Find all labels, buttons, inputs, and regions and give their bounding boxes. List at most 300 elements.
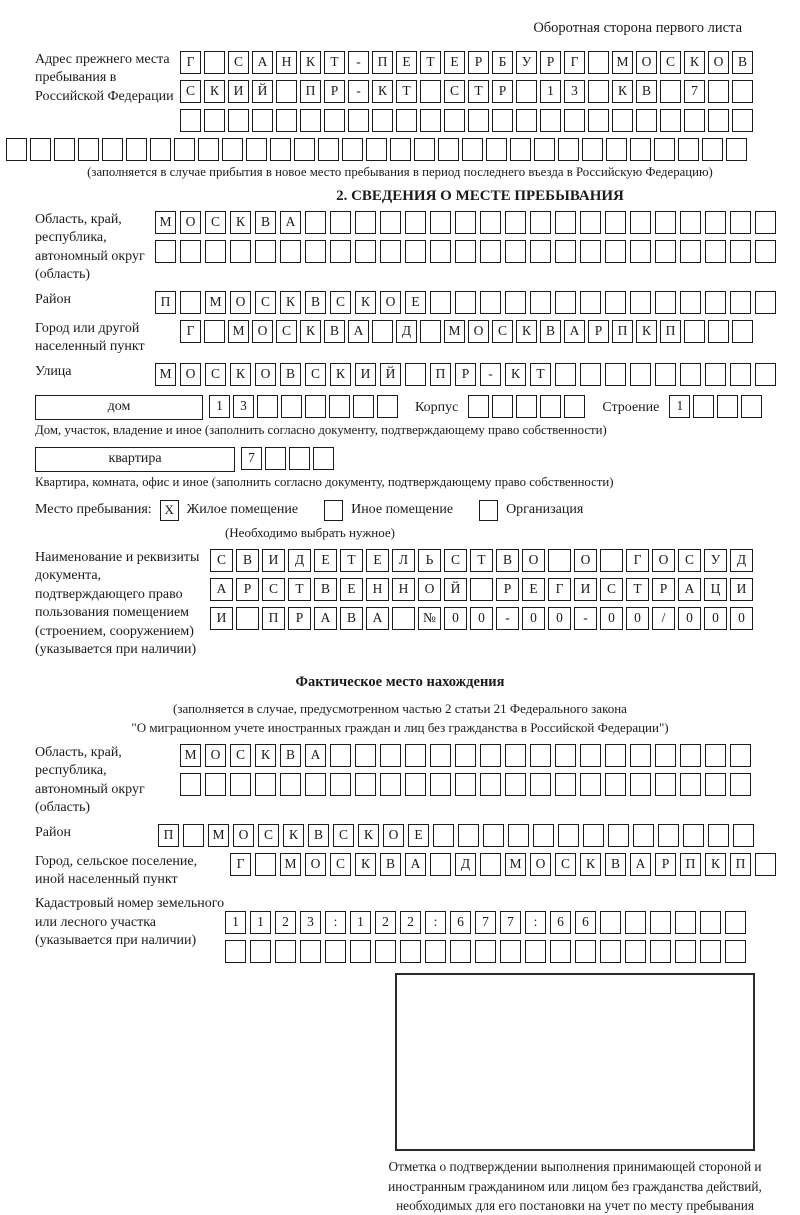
form-cell[interactable]: [355, 211, 376, 234]
form-cell[interactable]: [654, 138, 675, 161]
form-cell[interactable]: [725, 940, 746, 963]
form-cell[interactable]: Е: [522, 578, 545, 601]
form-cell[interactable]: 1: [209, 395, 230, 418]
form-cell[interactable]: А: [210, 578, 233, 601]
form-cell[interactable]: [625, 911, 646, 934]
form-cell[interactable]: О: [255, 363, 276, 386]
form-cell[interactable]: [708, 109, 729, 132]
form-cell[interactable]: [708, 320, 729, 343]
form-cell[interactable]: С: [230, 744, 251, 767]
form-cell[interactable]: [525, 940, 546, 963]
form-cell[interactable]: [564, 109, 585, 132]
form-cell[interactable]: С: [660, 51, 681, 74]
form-cell[interactable]: №: [418, 607, 441, 630]
form-cell[interactable]: [462, 138, 483, 161]
form-cell[interactable]: :: [525, 911, 546, 934]
form-cell[interactable]: [350, 940, 371, 963]
form-cell[interactable]: [530, 744, 551, 767]
form-cell[interactable]: [480, 240, 501, 263]
form-cell[interactable]: А: [280, 211, 301, 234]
form-cell[interactable]: [630, 138, 651, 161]
form-cell[interactable]: [430, 291, 451, 314]
form-cell[interactable]: К: [283, 824, 304, 847]
form-cell[interactable]: [680, 773, 701, 796]
form-cell[interactable]: Р: [652, 578, 675, 601]
form-cell[interactable]: М: [280, 853, 301, 876]
form-cell[interactable]: [505, 744, 526, 767]
form-cell[interactable]: [405, 240, 426, 263]
form-cell[interactable]: [470, 578, 493, 601]
form-cell[interactable]: 1: [225, 911, 246, 934]
form-cell[interactable]: 1: [250, 911, 271, 934]
form-cell[interactable]: С: [258, 824, 279, 847]
form-cell[interactable]: [580, 773, 601, 796]
form-cell[interactable]: О: [230, 291, 251, 314]
form-cell[interactable]: [705, 211, 726, 234]
form-cell[interactable]: Р: [540, 51, 561, 74]
form-cell[interactable]: М: [205, 291, 226, 314]
form-cell[interactable]: [600, 940, 621, 963]
form-cell[interactable]: С: [210, 549, 233, 572]
form-cell[interactable]: [198, 138, 219, 161]
form-cell[interactable]: К: [255, 744, 276, 767]
form-cell[interactable]: [705, 363, 726, 386]
form-cell[interactable]: Т: [626, 578, 649, 601]
form-cell[interactable]: [250, 940, 271, 963]
form-cell[interactable]: [705, 744, 726, 767]
form-cell[interactable]: [655, 240, 676, 263]
form-cell[interactable]: Р: [455, 363, 476, 386]
form-cell[interactable]: [660, 80, 681, 103]
form-cell[interactable]: С: [333, 824, 354, 847]
form-cell[interactable]: /: [652, 607, 675, 630]
form-cell[interactable]: [305, 395, 326, 418]
form-cell[interactable]: [405, 744, 426, 767]
form-cell[interactable]: [6, 138, 27, 161]
form-cell[interactable]: [580, 744, 601, 767]
form-cell[interactable]: [265, 447, 286, 470]
form-cell[interactable]: [548, 549, 571, 572]
form-cell[interactable]: [630, 291, 651, 314]
form-cell[interactable]: У: [516, 51, 537, 74]
form-cell[interactable]: Т: [396, 80, 417, 103]
form-cell[interactable]: [380, 240, 401, 263]
form-cell[interactable]: [276, 80, 297, 103]
form-cell[interactable]: В: [280, 363, 301, 386]
form-cell[interactable]: [725, 911, 746, 934]
form-cell[interactable]: [564, 395, 585, 418]
form-cell[interactable]: [530, 773, 551, 796]
form-cell[interactable]: [505, 211, 526, 234]
form-cell[interactable]: [372, 320, 393, 343]
form-cell[interactable]: [300, 940, 321, 963]
form-cell[interactable]: [204, 51, 225, 74]
form-cell[interactable]: [705, 291, 726, 314]
form-cell[interactable]: [588, 80, 609, 103]
form-cell[interactable]: В: [305, 291, 326, 314]
form-cell[interactable]: В: [732, 51, 753, 74]
form-cell[interactable]: [155, 240, 176, 263]
form-cell[interactable]: [608, 824, 629, 847]
form-cell[interactable]: М: [155, 211, 176, 234]
form-cell[interactable]: М: [505, 853, 526, 876]
form-cell[interactable]: 7: [684, 80, 705, 103]
form-cell[interactable]: М: [155, 363, 176, 386]
form-cell[interactable]: [430, 744, 451, 767]
form-cell[interactable]: О: [233, 824, 254, 847]
form-cell[interactable]: [414, 138, 435, 161]
form-cell[interactable]: [102, 138, 123, 161]
form-cell[interactable]: [380, 744, 401, 767]
form-cell[interactable]: [684, 109, 705, 132]
form-cell[interactable]: Д: [288, 549, 311, 572]
form-cell[interactable]: А: [564, 320, 585, 343]
form-cell[interactable]: К: [612, 80, 633, 103]
form-cell[interactable]: [700, 911, 721, 934]
form-cell[interactable]: [455, 773, 476, 796]
form-cell[interactable]: [236, 607, 259, 630]
form-cell[interactable]: [150, 138, 171, 161]
form-cell[interactable]: [281, 395, 302, 418]
form-cell[interactable]: [680, 240, 701, 263]
form-cell[interactable]: [275, 940, 296, 963]
form-cell[interactable]: [330, 744, 351, 767]
form-cell[interactable]: [468, 395, 489, 418]
form-cell[interactable]: Й: [444, 578, 467, 601]
form-cell[interactable]: К: [705, 853, 726, 876]
form-cell[interactable]: Ь: [418, 549, 441, 572]
form-cell[interactable]: [480, 744, 501, 767]
form-cell[interactable]: [204, 109, 225, 132]
form-cell[interactable]: [550, 940, 571, 963]
form-cell[interactable]: [246, 138, 267, 161]
form-cell[interactable]: [475, 940, 496, 963]
form-cell[interactable]: [430, 773, 451, 796]
apartment-type-box[interactable]: квартира: [35, 447, 235, 472]
form-cell[interactable]: Д: [730, 549, 753, 572]
form-cell[interactable]: [655, 773, 676, 796]
form-cell[interactable]: К: [372, 80, 393, 103]
form-cell[interactable]: 0: [470, 607, 493, 630]
form-cell[interactable]: [630, 773, 651, 796]
form-cell[interactable]: [605, 773, 626, 796]
form-cell[interactable]: В: [255, 211, 276, 234]
form-cell[interactable]: [675, 940, 696, 963]
form-cell[interactable]: [708, 824, 729, 847]
form-cell[interactable]: [730, 363, 751, 386]
form-cell[interactable]: Л: [392, 549, 415, 572]
form-cell[interactable]: 1: [540, 80, 561, 103]
form-cell[interactable]: С: [330, 291, 351, 314]
form-cell[interactable]: [693, 395, 714, 418]
form-cell[interactable]: [276, 109, 297, 132]
form-cell[interactable]: [555, 744, 576, 767]
form-cell[interactable]: П: [430, 363, 451, 386]
form-cell[interactable]: Р: [468, 51, 489, 74]
form-cell[interactable]: [580, 291, 601, 314]
form-cell[interactable]: 3: [300, 911, 321, 934]
form-cell[interactable]: [380, 211, 401, 234]
form-cell[interactable]: С: [444, 80, 465, 103]
form-cell[interactable]: Т: [340, 549, 363, 572]
form-cell[interactable]: К: [516, 320, 537, 343]
form-cell[interactable]: [516, 109, 537, 132]
form-cell[interactable]: О: [574, 549, 597, 572]
form-cell[interactable]: [516, 80, 537, 103]
form-cell[interactable]: [225, 940, 246, 963]
form-cell[interactable]: О: [522, 549, 545, 572]
form-cell[interactable]: Е: [340, 578, 363, 601]
form-cell[interactable]: Т: [468, 80, 489, 103]
form-cell[interactable]: [433, 824, 454, 847]
form-cell[interactable]: С: [600, 578, 623, 601]
form-cell[interactable]: [366, 138, 387, 161]
form-cell[interactable]: [486, 138, 507, 161]
form-cell[interactable]: И: [210, 607, 233, 630]
form-cell[interactable]: Р: [492, 80, 513, 103]
form-cell[interactable]: [375, 940, 396, 963]
form-cell[interactable]: О: [252, 320, 273, 343]
form-cell[interactable]: М: [612, 51, 633, 74]
form-cell[interactable]: Г: [180, 51, 201, 74]
form-cell[interactable]: 7: [475, 911, 496, 934]
form-cell[interactable]: [583, 824, 604, 847]
form-cell[interactable]: [558, 138, 579, 161]
form-cell[interactable]: В: [308, 824, 329, 847]
form-cell[interactable]: Г: [548, 578, 571, 601]
form-cell[interactable]: [400, 940, 421, 963]
form-cell[interactable]: [480, 291, 501, 314]
form-cell[interactable]: [717, 395, 738, 418]
form-cell[interactable]: [390, 138, 411, 161]
form-cell[interactable]: К: [580, 853, 601, 876]
form-cell[interactable]: В: [496, 549, 519, 572]
form-cell[interactable]: К: [330, 363, 351, 386]
form-cell[interactable]: К: [358, 824, 379, 847]
form-cell[interactable]: [612, 109, 633, 132]
form-cell[interactable]: К: [684, 51, 705, 74]
form-cell[interactable]: К: [300, 51, 321, 74]
house-type-box[interactable]: дом: [35, 395, 203, 420]
form-cell[interactable]: В: [236, 549, 259, 572]
form-cell[interactable]: [730, 211, 751, 234]
form-cell[interactable]: [324, 109, 345, 132]
form-cell[interactable]: [558, 824, 579, 847]
form-cell[interactable]: [289, 447, 310, 470]
form-cell[interactable]: 0: [600, 607, 623, 630]
form-cell[interactable]: Е: [444, 51, 465, 74]
form-cell[interactable]: [294, 138, 315, 161]
form-cell[interactable]: С: [276, 320, 297, 343]
form-cell[interactable]: О: [180, 211, 201, 234]
form-cell[interactable]: 3: [564, 80, 585, 103]
form-cell[interactable]: [455, 744, 476, 767]
form-cell[interactable]: [684, 320, 705, 343]
form-cell[interactable]: 6: [550, 911, 571, 934]
form-cell[interactable]: [630, 744, 651, 767]
form-cell[interactable]: [683, 824, 704, 847]
form-cell[interactable]: О: [380, 291, 401, 314]
form-cell[interactable]: [680, 363, 701, 386]
form-cell[interactable]: [755, 240, 776, 263]
form-cell[interactable]: [313, 447, 334, 470]
form-cell[interactable]: [755, 853, 776, 876]
form-cell[interactable]: [730, 773, 751, 796]
form-cell[interactable]: И: [574, 578, 597, 601]
form-cell[interactable]: 0: [444, 607, 467, 630]
form-cell[interactable]: П: [680, 853, 701, 876]
form-cell[interactable]: [650, 911, 671, 934]
form-cell[interactable]: 7: [241, 447, 262, 470]
form-cell[interactable]: [126, 138, 147, 161]
form-cell[interactable]: М: [180, 744, 201, 767]
form-cell[interactable]: [280, 240, 301, 263]
form-cell[interactable]: Г: [564, 51, 585, 74]
form-cell[interactable]: Ц: [704, 578, 727, 601]
form-cell[interactable]: А: [314, 607, 337, 630]
form-cell[interactable]: [530, 240, 551, 263]
form-cell[interactable]: [455, 211, 476, 234]
form-cell[interactable]: [580, 240, 601, 263]
form-cell[interactable]: [180, 109, 201, 132]
form-cell[interactable]: Е: [408, 824, 429, 847]
form-cell[interactable]: М: [444, 320, 465, 343]
form-cell[interactable]: С: [205, 363, 226, 386]
form-cell[interactable]: Г: [626, 549, 649, 572]
form-cell[interactable]: [630, 363, 651, 386]
form-cell[interactable]: Т: [324, 51, 345, 74]
form-cell[interactable]: [78, 138, 99, 161]
form-cell[interactable]: [492, 395, 513, 418]
form-cell[interactable]: П: [262, 607, 285, 630]
form-cell[interactable]: Н: [392, 578, 415, 601]
form-cell[interactable]: С: [555, 853, 576, 876]
form-cell[interactable]: А: [405, 853, 426, 876]
form-cell[interactable]: [636, 109, 657, 132]
form-cell[interactable]: А: [678, 578, 701, 601]
form-cell[interactable]: [510, 138, 531, 161]
form-cell[interactable]: [505, 240, 526, 263]
form-cell[interactable]: [600, 549, 623, 572]
form-cell[interactable]: М: [228, 320, 249, 343]
form-cell[interactable]: [305, 240, 326, 263]
form-cell[interactable]: К: [505, 363, 526, 386]
form-cell[interactable]: [705, 240, 726, 263]
form-cell[interactable]: [450, 940, 471, 963]
form-cell[interactable]: [700, 940, 721, 963]
form-cell[interactable]: [444, 109, 465, 132]
form-cell[interactable]: [655, 211, 676, 234]
form-cell[interactable]: С: [180, 80, 201, 103]
form-cell[interactable]: [392, 607, 415, 630]
form-cell[interactable]: [405, 363, 426, 386]
form-cell[interactable]: П: [372, 51, 393, 74]
form-cell[interactable]: [582, 138, 603, 161]
form-cell[interactable]: [255, 773, 276, 796]
form-cell[interactable]: [420, 109, 441, 132]
form-cell[interactable]: [342, 138, 363, 161]
form-cell[interactable]: [625, 940, 646, 963]
form-cell[interactable]: [329, 395, 350, 418]
form-cell[interactable]: [30, 138, 51, 161]
form-cell[interactable]: 0: [626, 607, 649, 630]
form-cell[interactable]: [420, 80, 441, 103]
form-cell[interactable]: [348, 109, 369, 132]
form-cell[interactable]: [733, 824, 754, 847]
form-cell[interactable]: 0: [678, 607, 701, 630]
form-cell[interactable]: [455, 291, 476, 314]
form-cell[interactable]: К: [230, 363, 251, 386]
form-cell[interactable]: П: [158, 824, 179, 847]
form-cell[interactable]: [430, 211, 451, 234]
form-cell[interactable]: 7: [500, 911, 521, 934]
form-cell[interactable]: -: [348, 51, 369, 74]
form-cell[interactable]: [300, 109, 321, 132]
form-cell[interactable]: Т: [530, 363, 551, 386]
form-cell[interactable]: [500, 940, 521, 963]
form-cell[interactable]: [425, 940, 446, 963]
form-cell[interactable]: [755, 211, 776, 234]
form-cell[interactable]: -: [348, 80, 369, 103]
form-cell[interactable]: [588, 51, 609, 74]
form-cell[interactable]: [678, 138, 699, 161]
form-cell[interactable]: [680, 291, 701, 314]
form-cell[interactable]: И: [730, 578, 753, 601]
form-cell[interactable]: [228, 109, 249, 132]
form-cell[interactable]: Т: [470, 549, 493, 572]
form-cell[interactable]: П: [155, 291, 176, 314]
form-cell[interactable]: [605, 744, 626, 767]
form-cell[interactable]: [252, 109, 273, 132]
form-cell[interactable]: О: [636, 51, 657, 74]
form-cell[interactable]: О: [418, 578, 441, 601]
form-cell[interactable]: [705, 773, 726, 796]
form-cell[interactable]: [580, 363, 601, 386]
form-cell[interactable]: Р: [324, 80, 345, 103]
form-cell[interactable]: С: [492, 320, 513, 343]
form-cell[interactable]: А: [348, 320, 369, 343]
form-cell[interactable]: Р: [236, 578, 259, 601]
form-cell[interactable]: С: [330, 853, 351, 876]
form-cell[interactable]: О: [180, 363, 201, 386]
form-cell[interactable]: [480, 773, 501, 796]
form-cell[interactable]: [353, 395, 374, 418]
form-cell[interactable]: Е: [366, 549, 389, 572]
form-cell[interactable]: Р: [655, 853, 676, 876]
form-cell[interactable]: [330, 773, 351, 796]
form-cell[interactable]: [600, 911, 621, 934]
form-cell[interactable]: [650, 940, 671, 963]
form-cell[interactable]: П: [300, 80, 321, 103]
form-cell[interactable]: [741, 395, 762, 418]
form-cell[interactable]: [655, 291, 676, 314]
form-cell[interactable]: [658, 824, 679, 847]
form-cell[interactable]: [205, 773, 226, 796]
form-cell[interactable]: И: [355, 363, 376, 386]
form-cell[interactable]: С: [305, 363, 326, 386]
form-cell[interactable]: [655, 363, 676, 386]
form-cell[interactable]: -: [574, 607, 597, 630]
form-cell[interactable]: [680, 744, 701, 767]
form-cell[interactable]: К: [230, 211, 251, 234]
form-cell[interactable]: О: [205, 744, 226, 767]
form-cell[interactable]: :: [325, 911, 346, 934]
form-cell[interactable]: О: [530, 853, 551, 876]
form-cell[interactable]: [555, 211, 576, 234]
form-cell[interactable]: [483, 824, 504, 847]
form-cell[interactable]: Н: [276, 51, 297, 74]
form-cell[interactable]: [405, 211, 426, 234]
